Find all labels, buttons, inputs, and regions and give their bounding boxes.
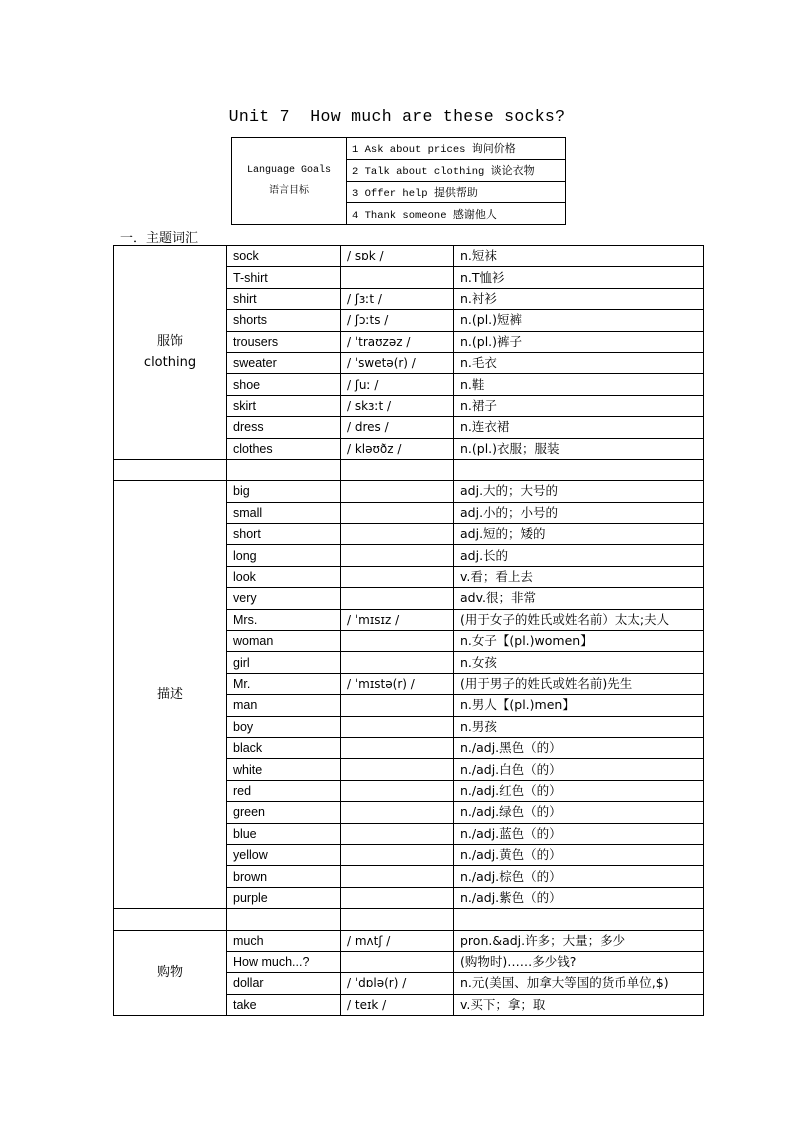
vocab-meaning: n.连衣裙 bbox=[454, 417, 704, 438]
vocab-meaning: n.衬衫 bbox=[454, 288, 704, 309]
vocab-phonetic bbox=[341, 545, 454, 566]
vocab-phonetic bbox=[341, 737, 454, 758]
vocab-word: girl bbox=[227, 652, 341, 673]
vocab-word: dollar bbox=[227, 973, 341, 994]
empty-cell bbox=[114, 459, 227, 480]
vocab-word: yellow bbox=[227, 844, 341, 865]
vocab-word: trousers bbox=[227, 331, 341, 352]
vocab-phonetic bbox=[341, 802, 454, 823]
vocab-phonetic bbox=[341, 823, 454, 844]
vocab-phonetic bbox=[341, 631, 454, 652]
empty-cell bbox=[227, 459, 341, 480]
vocab-phonetic: / skɜːt / bbox=[341, 395, 454, 416]
vocab-meaning: n.裙子 bbox=[454, 395, 704, 416]
vocab-word: red bbox=[227, 780, 341, 801]
vocab-meaning: pron.&adj.许多；大量；多少 bbox=[454, 930, 704, 951]
vocab-phonetic bbox=[341, 887, 454, 908]
vocab-word: purple bbox=[227, 887, 341, 908]
vocab-phonetic bbox=[341, 502, 454, 523]
vocab-word: look bbox=[227, 566, 341, 587]
vocab-word: green bbox=[227, 802, 341, 823]
goal-item-zh: 提供帮助 bbox=[433, 185, 478, 199]
vocab-word: boy bbox=[227, 716, 341, 737]
vocab-phonetic bbox=[341, 716, 454, 737]
category-label: 购物 bbox=[156, 965, 183, 981]
vocab-phonetic: / kləʊðz / bbox=[341, 438, 454, 459]
vocab-meaning: n.(pl.)衣服；服装 bbox=[454, 438, 704, 459]
vocab-row bbox=[114, 481, 704, 502]
goal-item-en: 1 Ask about prices bbox=[352, 144, 466, 157]
goal-item bbox=[347, 181, 566, 203]
vocab-meaning: n.女子【(pl.)women】 bbox=[454, 631, 704, 652]
vocab-meaning: (用于女子的姓氏或姓名前）太太;夫人 bbox=[454, 609, 704, 630]
vocab-meaning: adj.小的；小号的 bbox=[454, 502, 704, 523]
vocab-word: woman bbox=[227, 631, 341, 652]
language-goals-label bbox=[232, 138, 347, 225]
vocab-word: skirt bbox=[227, 395, 341, 416]
vocab-phonetic bbox=[341, 267, 454, 288]
vocab-phonetic bbox=[341, 951, 454, 972]
vocab-phonetic bbox=[341, 524, 454, 545]
vocab-phonetic bbox=[341, 481, 454, 502]
category-cell bbox=[114, 246, 227, 460]
vocab-phonetic: / ˈswetə(r) / bbox=[341, 352, 454, 373]
vocab-phonetic bbox=[341, 588, 454, 609]
separator-row bbox=[114, 459, 704, 480]
vocab-word: big bbox=[227, 481, 341, 502]
vocabulary-table bbox=[113, 245, 704, 1016]
vocab-meaning: (购物时)……多少钱? bbox=[454, 951, 704, 972]
vocab-phonetic bbox=[341, 566, 454, 587]
vocab-word: shoe bbox=[227, 374, 341, 395]
language-goals-label-zh: 语言目标 bbox=[269, 185, 309, 196]
vocab-phonetic bbox=[341, 780, 454, 801]
vocab-word: very bbox=[227, 588, 341, 609]
vocab-word: Mr. bbox=[227, 673, 341, 694]
separator-row bbox=[114, 909, 704, 930]
vocab-phonetic bbox=[341, 866, 454, 887]
vocab-meaning: n.T恤衫 bbox=[454, 267, 704, 288]
vocab-meaning: v.看；看上去 bbox=[454, 566, 704, 587]
vocab-phonetic: / ˈmɪstə(r) / bbox=[341, 673, 454, 694]
goal-item-zh: 感谢他人 bbox=[452, 207, 497, 221]
category-label: 描述 bbox=[156, 687, 183, 703]
category-sublabel: clothing bbox=[143, 355, 197, 371]
vocab-word: sweater bbox=[227, 352, 341, 373]
vocab-phonetic: / dres / bbox=[341, 417, 454, 438]
goal-item-en: 4 Thank someone bbox=[352, 209, 447, 222]
section-heading: 一．主题词汇 bbox=[120, 231, 199, 246]
category-cell bbox=[114, 481, 227, 909]
empty-cell bbox=[227, 909, 341, 930]
vocab-phonetic bbox=[341, 652, 454, 673]
vocab-phonetic: / ʃuː / bbox=[341, 374, 454, 395]
vocab-phonetic: / ˈmɪsɪz / bbox=[341, 609, 454, 630]
vocab-phonetic: / ʃɔːts / bbox=[341, 310, 454, 331]
vocab-word: black bbox=[227, 737, 341, 758]
vocab-word: much bbox=[227, 930, 341, 951]
vocab-word: take bbox=[227, 994, 341, 1015]
empty-cell bbox=[341, 909, 454, 930]
goal-item-zh: 询问价格 bbox=[471, 142, 516, 156]
vocab-meaning: n.女孩 bbox=[454, 652, 704, 673]
vocab-meaning: n./adj.紫色（的） bbox=[454, 887, 704, 908]
vocab-word: long bbox=[227, 545, 341, 566]
vocab-word: short bbox=[227, 524, 341, 545]
goal-item bbox=[347, 203, 566, 225]
page-title: Unit 7 How much are these socks? bbox=[228, 107, 566, 126]
vocab-meaning: adj.短的；矮的 bbox=[454, 524, 704, 545]
vocab-phonetic: / sɒk / bbox=[341, 246, 454, 267]
vocab-phonetic bbox=[341, 844, 454, 865]
vocab-meaning: n.短袜 bbox=[454, 246, 704, 267]
language-goals-label-en: Language Goals bbox=[246, 165, 331, 176]
language-goals-table bbox=[231, 137, 566, 225]
vocab-phonetic: / ˈdɒlə(r) / bbox=[341, 973, 454, 994]
vocab-meaning: n.男人【(pl.)men】 bbox=[454, 695, 704, 716]
vocab-word: clothes bbox=[227, 438, 341, 459]
vocab-meaning: n.(pl.)裤子 bbox=[454, 331, 704, 352]
goal-item bbox=[347, 138, 566, 160]
vocab-phonetic: / ʃɜːt / bbox=[341, 288, 454, 309]
vocab-meaning: n.(pl.)短裤 bbox=[454, 310, 704, 331]
vocab-meaning: n./adj.棕色（的） bbox=[454, 866, 704, 887]
vocab-meaning: (用于男子的姓氏或姓名前)先生 bbox=[454, 673, 704, 694]
vocab-meaning: n./adj.蓝色（的） bbox=[454, 823, 704, 844]
goal-item-en: 3 Offer help bbox=[352, 187, 428, 200]
goal-item bbox=[347, 159, 566, 181]
goal-item-zh: 谈论衣物 bbox=[490, 164, 535, 178]
vocab-meaning: n./adj.绿色（的） bbox=[454, 802, 704, 823]
vocab-phonetic: / ˈtraʊzəz / bbox=[341, 331, 454, 352]
vocab-phonetic: / teɪk / bbox=[341, 994, 454, 1015]
vocab-meaning: n./adj.黑色（的） bbox=[454, 737, 704, 758]
vocab-word: shorts bbox=[227, 310, 341, 331]
vocab-phonetic: / mʌtʃ / bbox=[341, 930, 454, 951]
category-cell bbox=[114, 930, 227, 1016]
vocab-meaning: n./adj.黄色（的） bbox=[454, 844, 704, 865]
vocab-word: man bbox=[227, 695, 341, 716]
empty-cell bbox=[454, 459, 704, 480]
empty-cell bbox=[454, 909, 704, 930]
vocab-meaning: n.毛衣 bbox=[454, 352, 704, 373]
empty-cell bbox=[341, 459, 454, 480]
vocab-meaning: n.男孩 bbox=[454, 716, 704, 737]
empty-cell bbox=[114, 909, 227, 930]
vocab-meaning: adv.很；非常 bbox=[454, 588, 704, 609]
vocab-meaning: n.鞋 bbox=[454, 374, 704, 395]
vocab-meaning: v.买下；拿；取 bbox=[454, 994, 704, 1015]
vocab-meaning: n.元(美国、加拿大等国的货币单位,$) bbox=[454, 973, 704, 994]
vocab-word: white bbox=[227, 759, 341, 780]
vocab-row bbox=[114, 930, 704, 951]
vocab-meaning: adj.长的 bbox=[454, 545, 704, 566]
vocab-word: Mrs. bbox=[227, 609, 341, 630]
category-label: 服饰 bbox=[156, 334, 183, 350]
vocab-meaning: n./adj.白色（的） bbox=[454, 759, 704, 780]
vocab-word: small bbox=[227, 502, 341, 523]
vocab-word: brown bbox=[227, 866, 341, 887]
vocab-meaning: adj.大的；大号的 bbox=[454, 481, 704, 502]
vocab-meaning: n./adj.红色（的） bbox=[454, 780, 704, 801]
vocab-word: shirt bbox=[227, 288, 341, 309]
vocab-phonetic bbox=[341, 695, 454, 716]
vocab-word: How much...? bbox=[227, 951, 341, 972]
vocab-phonetic bbox=[341, 759, 454, 780]
vocab-word: blue bbox=[227, 823, 341, 844]
vocab-row bbox=[114, 246, 704, 267]
vocab-word: sock bbox=[227, 246, 341, 267]
vocab-word: T-shirt bbox=[227, 267, 341, 288]
vocab-word: dress bbox=[227, 417, 341, 438]
goal-item-en: 2 Talk about clothing bbox=[352, 166, 485, 179]
